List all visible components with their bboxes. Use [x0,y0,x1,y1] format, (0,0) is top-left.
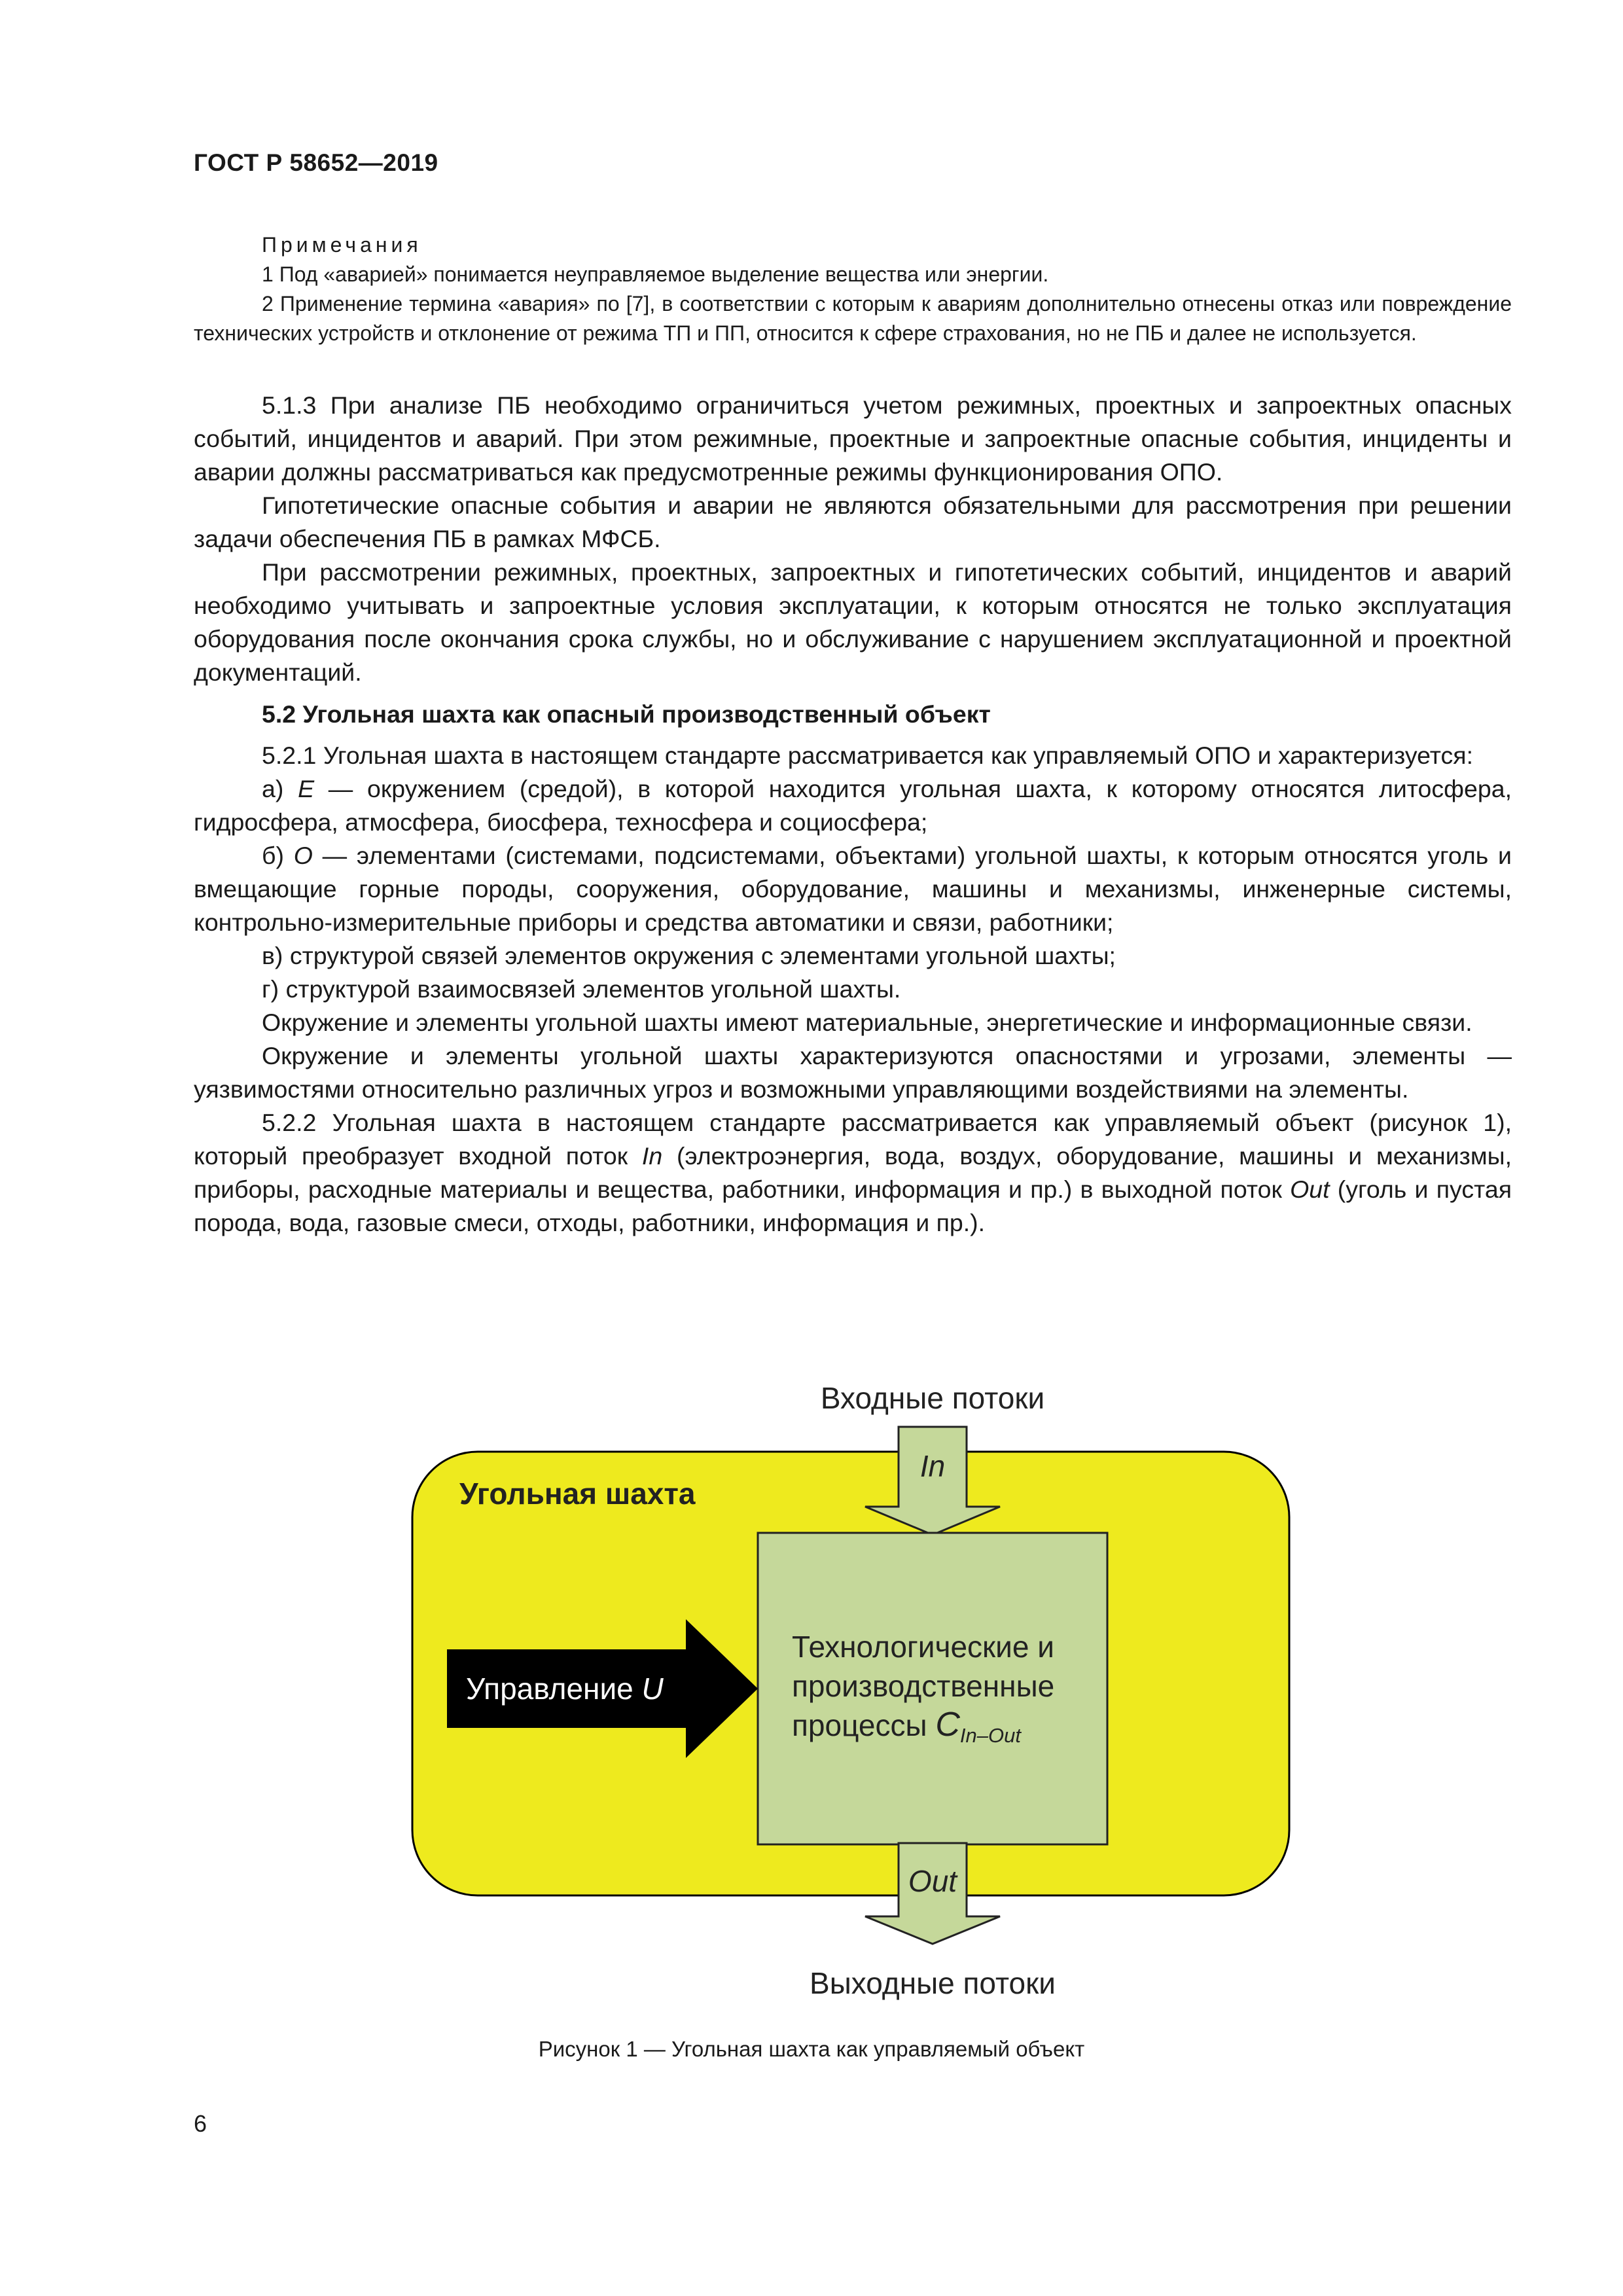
figure-caption: Рисунок 1 — Угольная шахта как управляемый объект [538,2037,1085,2061]
out-label: Out [908,1864,957,1898]
list-item-g: г) структурой взаимосвязей элементов угольной шахты. [262,975,901,1003]
paragraph-5-2-1: 5.2.1 Угольная шахта в настоящем стандарте рассматривается как управляемый ОПО и характеризуется: [262,742,1474,769]
figure-coal-mine-diagram [393,1363,1309,2017]
note-item: 1 Под «аварией» понимается неуправляемое выделение вещества или энергии. [262,262,1049,286]
paragraph: Гипотетические опасные события и аварии не являются обязательными для рассмотрения при решении задачи обеспечения ПБ в рамках МФСБ. [194,492,1512,552]
document-body [194,389,1512,1240]
paragraph: Окружение и элементы угольной шахты характеризуются опасностями и угрозами, элементы — уязвимостями относительно различных угроз и возможными управляющими воздействиями на элементы. [194,1042,1512,1103]
list-item-a: а) E — окружением (средой), в которой находится угольная шахта, к которому относятся литосфера, гидросфера, атмосфера, биосфера, техносфера и социосфера; [194,775,1512,836]
list-item-b: б) O — элементами (системами, подсистемами, объектами) угольной шахты, к которым относятся уголь и вмещающие горные породы, сооружения, оборудование, машины и механизмы, инженерные системы, контрольно-измерительные приборы и средства автоматики и связи, работники; [194,842,1512,936]
control-label: Управление U [466,1672,664,1706]
list-item-v: в) структурой связей элементов окружения с элементами угольной шахты; [262,942,1116,969]
coal-mine-label: Угольная шахта [459,1477,696,1511]
notes-block [194,230,1512,348]
process-line-3: процессы $C_{In-Out}$ [792,1706,1021,1747]
paragraph-5-1-3: 5.1.3 При анализе ПБ необходимо ограничиться учетом режимных, проектных и запроектных опасных событий, инцидентов и аварий. При этом режимные, проектные и запроектные опасные события, инциденты и аварии должны рассматриваться как предусмотренные режимы функционирования ОПО. [194,391,1512,486]
in-label: In [919,1449,946,1483]
document-header: ГОСТ Р 58652—2019 [194,149,438,176]
section-heading-5-2: 5.2 Угольная шахта как опасный производственный объект [262,700,991,728]
note-item: 2 Применение термина «авария» по [7], в соответствии с которым к авариям дополнительно отнесены отказ или повреждение технических устройств и отклонение от режима ТП и ПП, относится к сфере страхования, но не ПБ и далее не используется. [194,292,1512,345]
output-flows-label: Выходные потоки [810,1966,1056,2000]
paragraph: При рассмотрении режимных, проектных, запроектных и гипотетических событий, инцидентов и аварий необходимо учитывать и запроектные условия эксплуатации, к которым относятся не только эксплуатация оборудования после окончания срока службы, но и обслуживание с нарушением эксплуатационной и проектной документаций. [194,558,1512,686]
page-number: 6 [194,2110,207,2137]
process-line-2: производственные [792,1669,1055,1703]
paragraph: Окружение и элементы угольной шахты имеют материальные, энергетические и информационные связи. [262,1009,1472,1036]
paragraph-5-2-2: 5.2.2 Угольная шахта в настоящем стандарте рассматривается как управляемый объект (рисунок 1), который преобразует входной поток In (электроэнергия, вода, воздух, оборудование, машины и механизмы, приборы, расходные материалы и вещества, работники, информация и пр.) в выходной поток Out (уголь и пустая порода, вода, газовые смеси, отходы, работники, информация и пр.). [194,1109,1512,1236]
process-line-1: Технологические и [792,1630,1054,1664]
input-flows-label: Входные потоки [820,1381,1045,1415]
notes-title: Примечания [262,233,422,257]
